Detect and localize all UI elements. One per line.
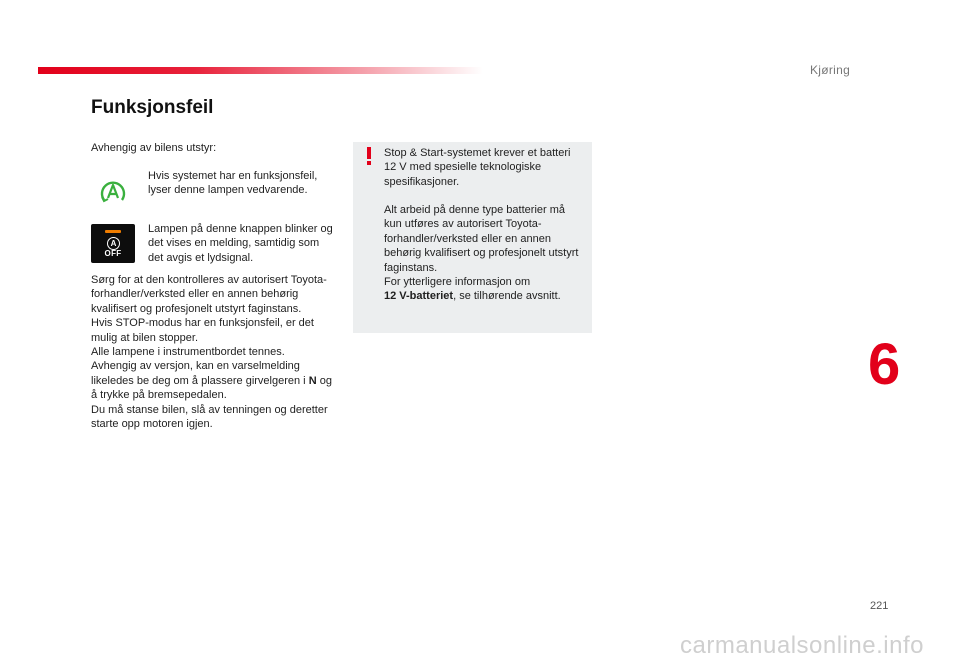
malfunction-body <box>91 273 336 431</box>
off-label: OFF <box>104 249 122 258</box>
stop-start-warning-lamp-icon <box>98 178 128 206</box>
button-indicator-light <box>105 230 121 233</box>
button-description: Lampen på denne knappen blinker og det vises en melding, samtidig som det avgis et lydsignal. <box>148 223 333 264</box>
body-para-d: Avhengig av versjon, kan en varselmelding likeledes be deg om å plassere girvelgeren i <box>91 360 306 387</box>
lamp-description: Hvis systemet har en funksjonsfeil, lyser denne lampen vedvarende. <box>148 170 318 197</box>
battery-note-2-text: Alt arbeid på denne type batterier må kun utføres av autorisert Toyota-forhandler/verksted eller en annen behørig kvalifisert og profesjonelt utstyrt faginstans. <box>384 204 579 274</box>
body-para-c: Alle lampene i instrumentbordet tennes. <box>91 346 285 359</box>
auto-stop-icon: A <box>107 237 120 250</box>
page-number: 221 <box>870 600 889 612</box>
body-para-b: Hvis STOP-modus har en funksjonsfeil, er det mulig at bilen stopper. <box>91 317 314 344</box>
body-para-e: og å trykke på bremsepedalen. <box>91 374 332 402</box>
battery-note-1: Stop & Start-systemet krever et batteri 12 V med spesielle teknologiske spesifikasjoner. <box>384 147 571 188</box>
battery-note-2 <box>384 203 584 304</box>
gear-position: N <box>308 374 317 387</box>
chapter-number: 6 <box>868 332 901 397</box>
header-accent-bar <box>38 67 483 74</box>
body-para-a: Sørg for at den kontrolleres av autorisert Toyota-forhandler/verksted eller en annen behørig kvalifisert og profesjonelt utstyrt faginstans. <box>91 274 327 315</box>
battery-link[interactable]: 12 V-batteriet <box>384 290 454 303</box>
chapter-title: Kjøring <box>809 63 851 77</box>
watermark: carmanualsonline.info <box>680 632 924 659</box>
page-title: Funksjonsfeil <box>91 97 214 118</box>
body-para-f: Du må stanse bilen, slå av tenningen og deretter starte opp motoren igjen. <box>91 403 328 431</box>
battery-note-ref-a: For ytterligere informasjon om <box>384 276 531 289</box>
stop-start-off-button-icon <box>91 224 135 263</box>
exclamation-warning-icon <box>364 147 374 165</box>
intro-text: Avhengig av bilens utstyr: <box>91 142 217 154</box>
battery-note-ref-b: , se tilhørende avsnitt. <box>453 290 561 303</box>
